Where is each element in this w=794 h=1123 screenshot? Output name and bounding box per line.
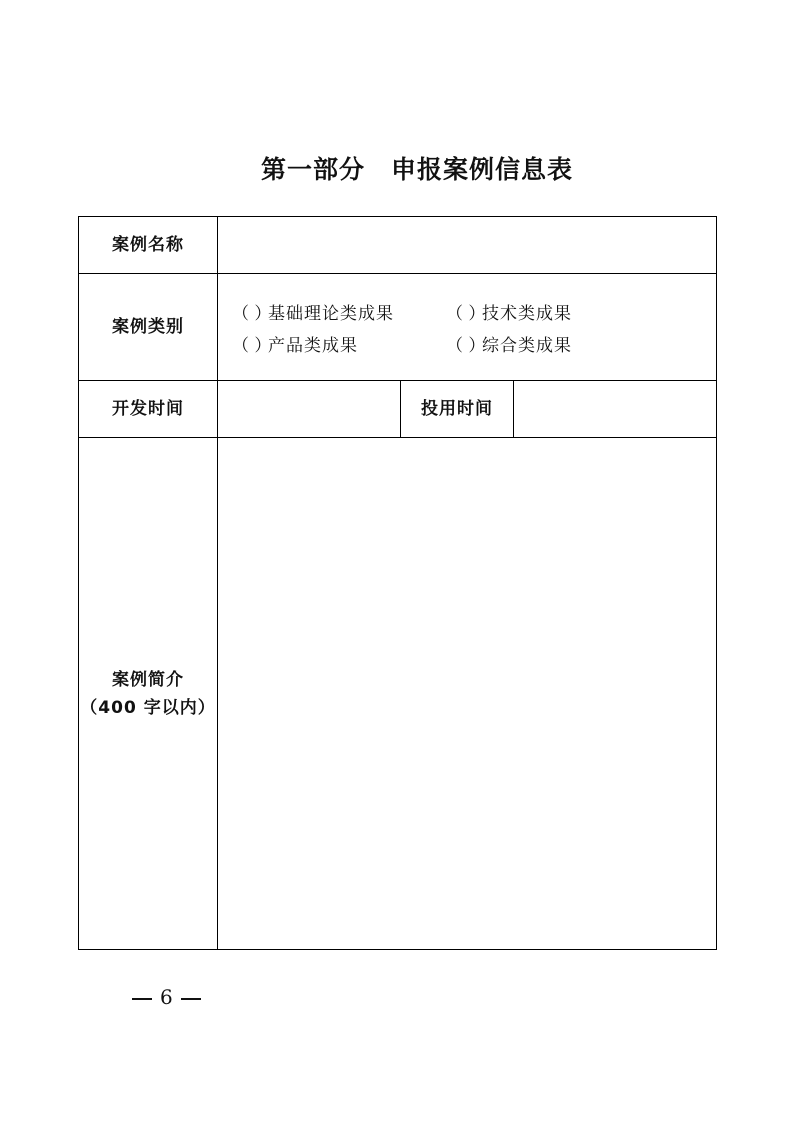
option-checkbox[interactable]: （ ） [446, 303, 486, 324]
case-category-options [218, 274, 717, 381]
option-label: 综合类成果 [482, 335, 572, 356]
row-times [79, 381, 717, 438]
option-label: 技术类成果 [482, 303, 572, 324]
deploy-time-label: 投用时间 [401, 381, 514, 438]
category-row-2 [232, 327, 716, 359]
intro-label-line2: （400 字以内） [80, 697, 216, 718]
intro-label [79, 438, 218, 950]
category-option-basic-theory[interactable] [232, 299, 446, 324]
page-title [0, 150, 794, 186]
page-number [124, 985, 209, 1009]
case-name-label: 案例名称 [79, 217, 218, 274]
option-checkbox[interactable]: （ ） [232, 335, 272, 356]
case-info-table [78, 216, 717, 950]
case-category-label: 案例类别 [79, 274, 218, 381]
page-number-value: 6 [160, 985, 173, 1009]
category-row-1 [232, 295, 716, 327]
option-label: 产品类成果 [268, 335, 358, 356]
case-name-field[interactable] [218, 217, 717, 274]
option-label: 基础理论类成果 [268, 303, 394, 324]
intro-field[interactable] [218, 438, 717, 950]
category-option-technology[interactable] [446, 299, 572, 324]
intro-label-line1: 案例简介 [112, 669, 184, 690]
row-case-name [79, 217, 717, 274]
dash-right [181, 998, 201, 1000]
category-option-product[interactable] [232, 331, 446, 356]
category-option-comprehensive[interactable] [446, 331, 572, 356]
option-checkbox[interactable]: （ ） [446, 335, 486, 356]
deploy-time-field[interactable] [514, 381, 717, 438]
dash-left [132, 998, 152, 1000]
row-intro [79, 438, 717, 950]
title-part: 第一部分 [260, 155, 365, 184]
dev-time-label: 开发时间 [79, 381, 218, 438]
row-case-category [79, 274, 717, 381]
title-name: 申报案例信息表 [391, 155, 574, 184]
option-checkbox[interactable]: （ ） [232, 303, 272, 324]
dev-time-field[interactable] [218, 381, 401, 438]
